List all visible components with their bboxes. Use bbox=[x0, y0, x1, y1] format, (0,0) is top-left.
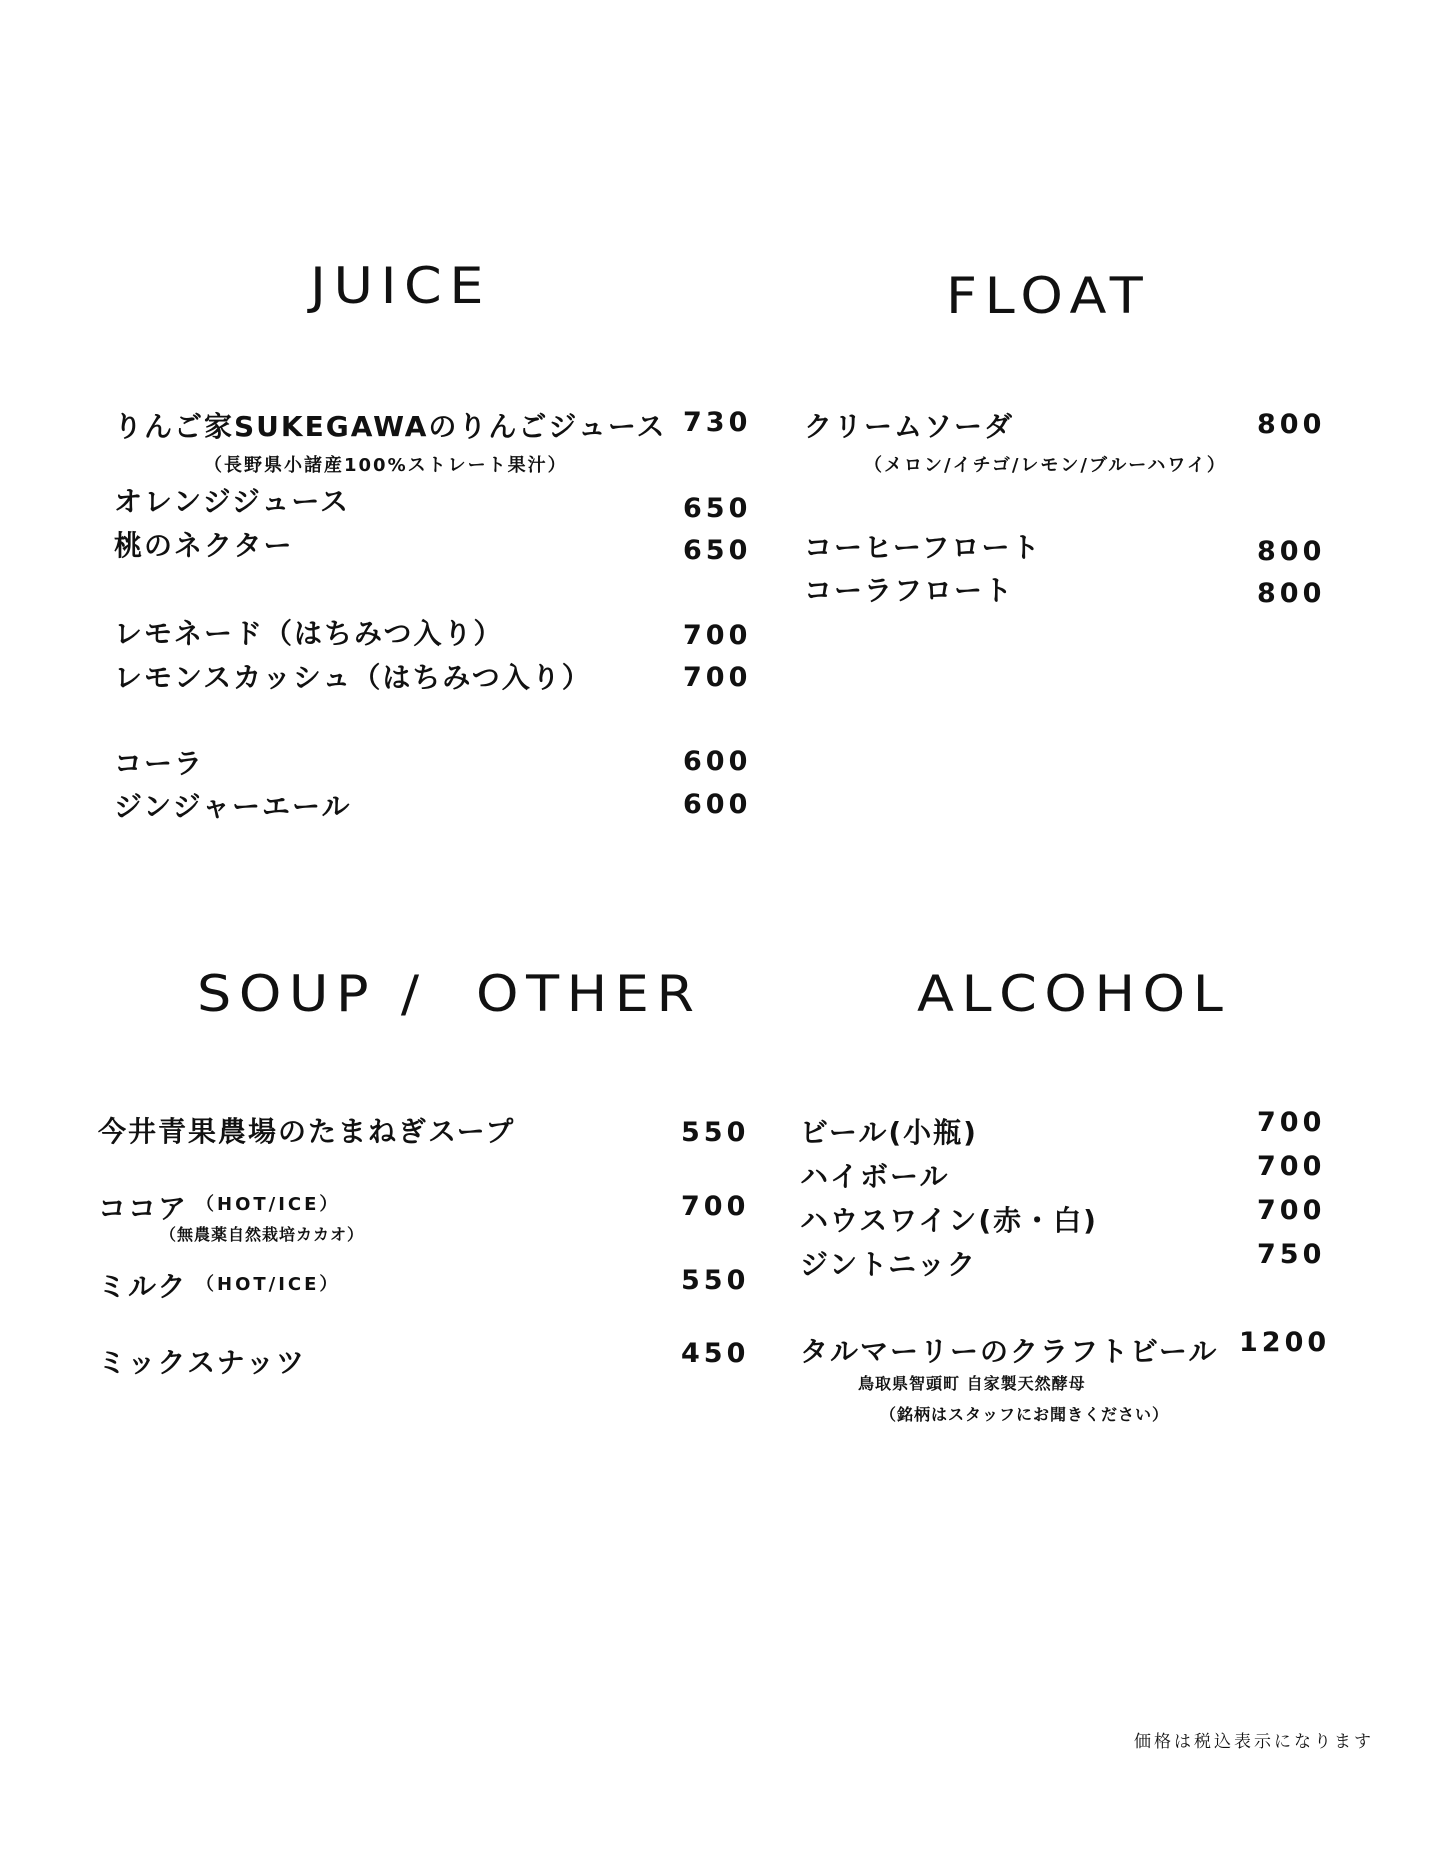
float-item-price: 800 bbox=[1257, 536, 1326, 567]
juice-item-name: りんご家SUKEGAWAのりんごジュース bbox=[114, 410, 667, 443]
soup-item-name: ミルク bbox=[98, 1270, 188, 1303]
juice-item-price: 600 bbox=[683, 789, 752, 820]
alcohol-item-note: （銘柄はスタッフにお聞きください） bbox=[880, 1405, 1170, 1424]
section-title-soup-other: SOUP / OTHER bbox=[197, 965, 702, 1023]
soup-item-tag: （HOT/ICE） bbox=[196, 1274, 341, 1295]
juice-item-name: ジンジャーエール bbox=[114, 790, 352, 823]
juice-item-name: オレンジジュース bbox=[114, 485, 350, 518]
soup-item-price: 550 bbox=[681, 1265, 750, 1296]
alcohol-item-note: 鳥取県智頭町 自家製天然酵母 bbox=[858, 1374, 1086, 1393]
float-item-price: 800 bbox=[1257, 409, 1326, 440]
soup-item-price: 450 bbox=[681, 1338, 750, 1369]
alcohol-item-name: ジントニック bbox=[800, 1248, 978, 1281]
alcohol-item-price: 700 bbox=[1257, 1151, 1326, 1182]
soup-item-name: ココア bbox=[98, 1192, 189, 1225]
section-title-float: FLOAT bbox=[946, 267, 1151, 325]
alcohol-item-name: ハイボール bbox=[800, 1160, 950, 1193]
soup-item-name: ミックスナッツ bbox=[98, 1346, 307, 1379]
juice-item-price: 650 bbox=[683, 535, 752, 566]
float-item-name: コーラフロート bbox=[804, 574, 1015, 607]
alcohol-item-name: ハウスワイン(赤・白) bbox=[800, 1204, 1098, 1237]
juice-item-price: 600 bbox=[683, 746, 752, 777]
section-title-alcohol: ALCOHOL bbox=[917, 965, 1231, 1023]
alcohol-item-name: タルマーリーのクラフトビール bbox=[800, 1335, 1219, 1368]
juice-item-price: 650 bbox=[683, 493, 752, 524]
juice-item-name: レモネード（はちみつ入り） bbox=[114, 617, 504, 650]
alcohol-item-name: ビール(小瓶) bbox=[800, 1116, 978, 1149]
juice-item-price: 700 bbox=[683, 662, 752, 693]
alcohol-item-price: 700 bbox=[1257, 1107, 1326, 1138]
alcohol-item-price: 700 bbox=[1257, 1195, 1326, 1226]
juice-item-name: 桃のネクター bbox=[114, 529, 294, 562]
float-item-name: クリームソーダ bbox=[804, 410, 1015, 443]
alcohol-item-price: 1200 bbox=[1239, 1327, 1331, 1358]
soup-item-price: 550 bbox=[681, 1117, 750, 1148]
float-item-name: コーヒーフロート bbox=[804, 531, 1042, 564]
soup-item-tag: （HOT/ICE） bbox=[196, 1194, 341, 1215]
alcohol-item-price: 750 bbox=[1257, 1239, 1326, 1270]
juice-item-name: コーラ bbox=[114, 747, 205, 780]
soup-item-price: 700 bbox=[681, 1191, 750, 1222]
juice-item-note: （長野県小諸産100%ストレート果汁） bbox=[204, 455, 568, 476]
soup-item-note: （無農薬自然栽培カカオ） bbox=[160, 1225, 365, 1244]
float-item-note: （メロン/イチゴ/レモン/ブルーハワイ） bbox=[864, 455, 1227, 476]
tax-note: 価格は税込表示になります bbox=[1134, 1732, 1374, 1752]
float-item-price: 800 bbox=[1257, 578, 1326, 609]
soup-item-name: 今井青果農場のたまねぎスープ bbox=[98, 1115, 516, 1148]
juice-item-price: 700 bbox=[683, 620, 752, 651]
section-title-juice: JUICE bbox=[310, 257, 492, 315]
juice-item-name: レモンスカッシュ（はちみつ入り） bbox=[114, 661, 592, 694]
juice-item-price: 730 bbox=[683, 407, 752, 438]
